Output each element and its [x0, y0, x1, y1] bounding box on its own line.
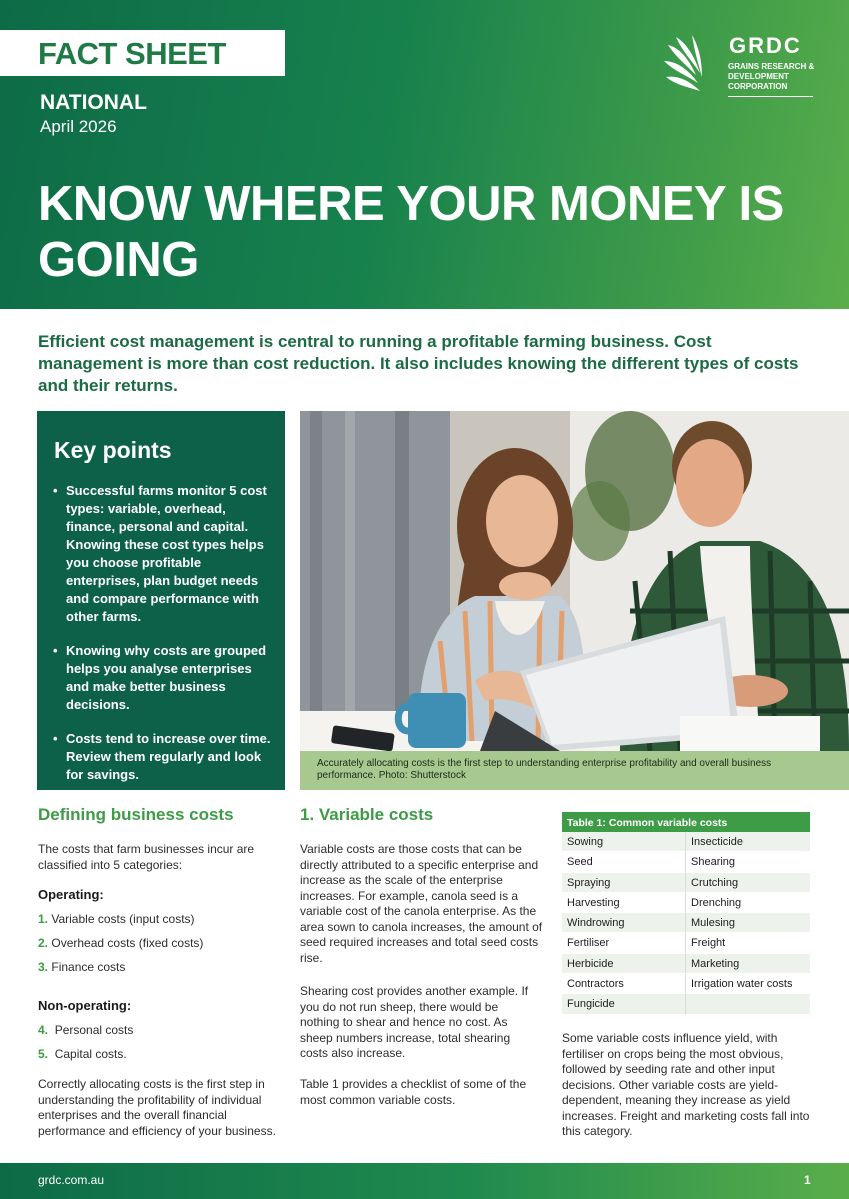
non-operating-label: Non-operating: — [38, 998, 132, 1013]
defining-costs-heading: Defining business costs — [38, 805, 234, 824]
footer-bar — [0, 1163, 849, 1199]
couple-laptop-photo — [300, 411, 849, 751]
table-row: Fungicide — [562, 994, 810, 1014]
region-label: NATIONAL — [40, 91, 147, 114]
list-item: 1. Variable costs (input costs) — [38, 912, 195, 926]
table-row: Seed Shearing — [562, 852, 810, 872]
variable-costs-paragraph-3: Table 1 provides a checklist of some of the most common variable costs. — [300, 1077, 527, 1107]
table-row: Contractors Irrigation water costs — [562, 974, 810, 994]
table-row: Fertiliser Freight — [562, 933, 810, 953]
defining-costs-closing: Correctly allocating costs is the first step in understanding the profitability of individual enterprises and the overall financial performance and efficiency of your business. — [38, 1077, 276, 1138]
key-point-item: • Successful farms monitor 5 cost types: variable, overhead, finance, personal and capital. Knowing these cost types helps you choose profitable enterprises, plan budget needs and compare performance with other farms. — [50, 482, 275, 626]
table-row: Sowing Insecticide — [562, 832, 810, 852]
footer-website-link[interactable]: grdc.com.au — [38, 1173, 105, 1187]
variable-costs-paragraph-2: Shearing cost provides another example. If you do not run sheep, there would be nothing to shear and hence no cost. As sheep numbers increase, total shearing costs also increase. — [300, 984, 529, 1060]
table-title: Table 1: Common variable costs — [562, 812, 810, 832]
key-points-list — [50, 482, 275, 800]
table-row: Windrowing Mulesing — [562, 913, 810, 933]
logo-divider — [728, 96, 813, 97]
intro-paragraph: Efficient cost management is central to running a profitable farming business. Cost management is more than cost reduction. It also includes knowing the different types of costs and their returns. — [38, 332, 799, 395]
variable-costs-table — [562, 812, 810, 1015]
table-row: Spraying Crutching — [562, 873, 810, 893]
photo-caption: Accurately allocating costs is the first step to understanding enterprise profitability and overall business performance. Photo: Shutterstock — [317, 758, 772, 781]
yield-paragraph: Some variable costs influence yield, with fertiliser on crops being the most obvious, followed by seeding rate and other input decisions. Other variable costs are yield-dependent, meaning they increase as yield increases. Freight and marketing costs fall into this category. — [562, 1031, 810, 1138]
list-item: 2. Overhead costs (fixed costs) — [38, 936, 204, 950]
logo-wordmark: GRDC — [729, 33, 802, 58]
page-number: 1 — [804, 1173, 811, 1187]
operating-label: Operating: — [38, 887, 104, 902]
publication-date: April 2026 — [40, 117, 117, 136]
variable-costs-heading: 1. Variable costs — [300, 805, 434, 824]
list-item: 4. Personal costs — [38, 1023, 134, 1037]
defining-costs-intro: The costs that farm businesses incur are classified into 5 categories: — [38, 842, 255, 872]
key-point-item: • Knowing why costs are grouped helps you analyse enterprises and make better business decisions. — [50, 642, 275, 714]
key-point-item: • Costs tend to increase over time. Review them regularly and look for savings. — [50, 730, 275, 784]
variable-costs-paragraph-1: Variable costs are those costs that can be directly attributed to a specific enterprise and increase as the scale of the enterprise increases. For example, canola seed is a variable cost of the canola enterprise. As the area sown to canola increases, the amount of seed required increases and total seed costs rise. — [300, 842, 543, 965]
list-item: 3. Finance costs — [38, 960, 126, 974]
logo-subtitle: GRAINS RESEARCH & DEVELOPMENT CORPORATION — [728, 62, 815, 91]
fact-sheet-label: FACT SHEET — [38, 36, 226, 71]
page-title: KNOW WHERE YOUR MONEY IS GOING — [38, 177, 784, 287]
table-row: Herbicide Marketing — [562, 954, 810, 974]
list-item: 5. Capital costs. — [38, 1047, 127, 1061]
table-row: Harvesting Drenching — [562, 893, 810, 913]
key-points-title: Key points — [54, 437, 172, 463]
